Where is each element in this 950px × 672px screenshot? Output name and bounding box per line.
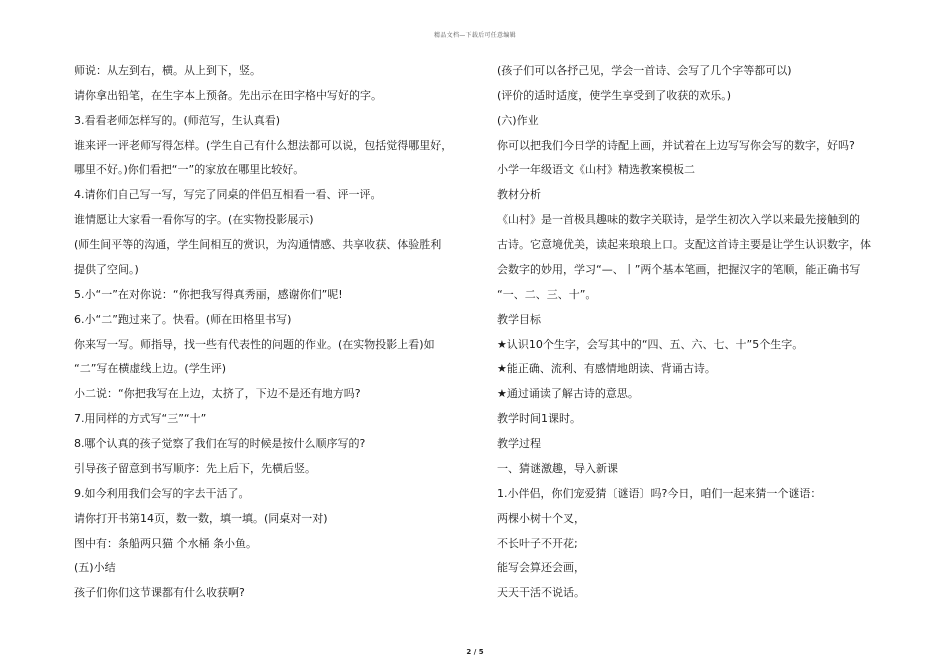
text-line: 教材分析: [497, 188, 541, 201]
text-line: ★通过诵读了解古诗的意思。: [497, 387, 639, 400]
text-line: 1.小伴侣，你们宠爱猜〔谜语〕吗?今日，咱们一起来猜一个谜语：: [497, 487, 822, 500]
text-line: 3.看看老师怎样写的。(师范写，生认真看): [74, 114, 281, 127]
text-line: ★认识10个生字，会写其中的“四、五、六、七、十”5个生字。: [497, 338, 804, 351]
page-number: 2 / 5: [466, 648, 484, 656]
text-line: ★能正确、流利、有感情地朗读、背诵古诗。: [497, 362, 716, 375]
text-line: 你来写一写。师指导，找一些有代表性的问题的作业。(在实物投影上看)如: [74, 338, 435, 351]
text-line: 师说：从左到右，横。从上到下，竖。: [74, 64, 261, 77]
text-line: 7.用同样的方式写“三”“十”: [74, 412, 207, 425]
text-line: 提供了空间。): [74, 263, 139, 276]
text-line: 孩子们你们这节课都有什么收获啊?: [74, 586, 245, 599]
text-line: (评价的适时适度，使学生享受到了收获的欢乐。): [497, 89, 732, 102]
text-line: 小学一年级语文《山村》精选教案模板二: [497, 163, 695, 176]
text-line: 两棵小树十个叉，: [497, 512, 585, 525]
text-line: 图中有：条船两只猫 个水桶 条小鱼。: [74, 537, 257, 550]
text-line: 天天干活不说话。: [497, 586, 585, 599]
text-line: 谁来评一评老师写得怎样。(学生自己有什么想法都可以说，包括觉得哪里好，: [74, 139, 453, 152]
text-line: 教学过程: [497, 437, 541, 450]
text-line: 一、猜谜激趣，导入新课: [497, 462, 618, 475]
text-line: 你可以把我们今日学的诗配上画，并试着在上边写写你会写的数字，好吗?: [497, 139, 855, 152]
text-line: 请你打开书第14页，数一数，填一填。(同桌对一对): [74, 512, 328, 525]
text-line: 能写会算还会画，: [497, 561, 585, 574]
text-line: 9.如今利用我们会写的字去干活了。: [74, 487, 250, 500]
text-line: 5.小“一”在对你说：“你把我写得真秀丽，感谢你们”呢!: [74, 288, 343, 301]
text-line: 教学时间1课时。: [497, 412, 581, 425]
text-line: 8.哪个认真的孩子觉察了我们在写的时候是按什么顺序写的?: [74, 437, 366, 450]
text-line: (六)作业: [497, 114, 539, 127]
text-line: 4.请你们自己写一写，写完了同桌的伴侣互相看一看、评一评。: [74, 188, 382, 201]
text-line: “一、二、三、十”。: [497, 288, 597, 301]
text-line: (五)小结: [74, 561, 116, 574]
text-line: 教学目标: [497, 313, 541, 326]
text-line: 《山村》是一首极具趣味的数字关联诗，是学生初次入学以来最先接触到的: [497, 213, 860, 226]
text-line: (孩子们可以各抒己见，学会一首诗、会写了几个字等都可以): [497, 64, 792, 77]
text-line: 哪里不好。)你们看把“一”的家放在哪里比较好。: [74, 163, 305, 176]
text-line: 小二说：“你把我写在上边，太挤了，下边不是还有地方吗?: [74, 387, 361, 400]
text-line: 引导孩子留意到书写顺序：先上后下，先横后竖。: [74, 462, 316, 475]
text-line: “二”写在横虚线上边。(学生评): [74, 362, 226, 375]
text-line: 古诗。它意境优美，读起来琅琅上口。支配这首诗主要是让学生认识数字，体: [497, 238, 871, 251]
text-line: 谁情愿让大家看一看你写的字。(在实物投影展示): [74, 213, 314, 226]
text-line: 6.小“二”跑过来了。快看。(师在田格里书写): [74, 313, 292, 326]
text-line: 请你拿出铅笔，在生字本上预备。先出示在田字格中写好的字。: [74, 89, 382, 102]
text-line: (师生间平等的沟通，学生间相互的赏识，为沟通情感、共享收获、体验胜利: [74, 238, 442, 251]
text-line: 会数字的妙用，学习“—、丨”两个基本笔画，把握汉字的笔顺，能正确书写: [497, 263, 861, 276]
page-header: 精品文档—下载后可任意编辑: [434, 32, 516, 39]
text-line: 不长叶子不开花;: [497, 537, 578, 550]
